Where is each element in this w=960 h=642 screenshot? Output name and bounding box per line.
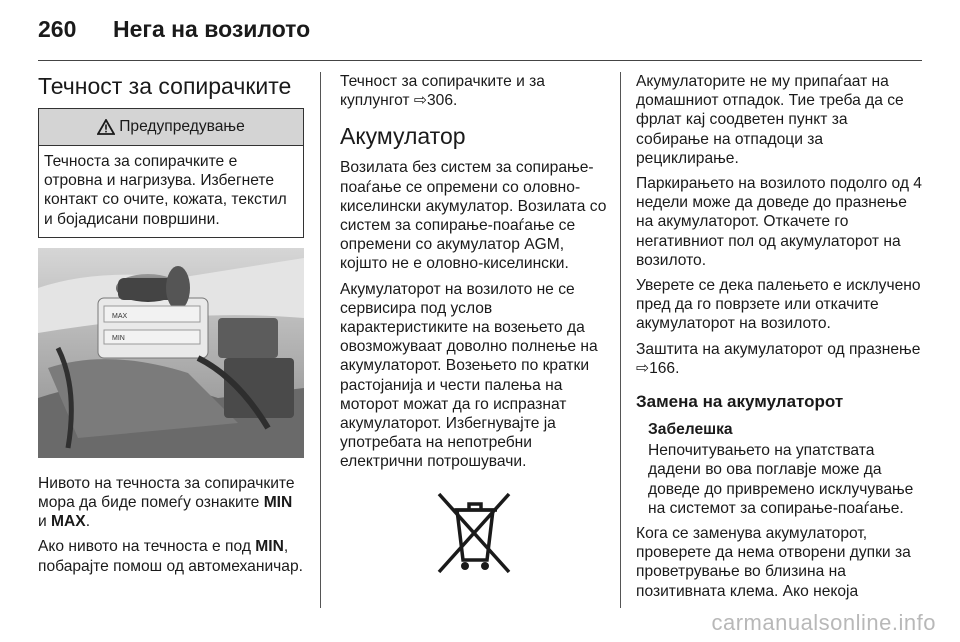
- below-min-pre: Ако нивото на течноста е под: [38, 538, 256, 556]
- watermark: carmanualsonline.info: [711, 610, 936, 635]
- note-title: Забелешка: [648, 421, 733, 439]
- level-text-post: .: [85, 513, 91, 531]
- battery-p1: Возилата без систем за сопирање-поаѓање се опремени со оловно-киселински акумулатор. Возилата со систем за сопирање-поаѓање се опремени со акумулатор AGM, којшто не е оловно-киселински.: [340, 159, 607, 273]
- warning-header: [39, 109, 303, 146]
- warning-box: [38, 108, 304, 238]
- level-text-and: и: [38, 513, 52, 531]
- page-ref-link[interactable]: 166.: [649, 359, 680, 377]
- page-ref-link[interactable]: 306.: [426, 92, 458, 110]
- header-rule: [38, 60, 922, 61]
- below-min-post: , побарајте помош од автомеханичар.: [38, 538, 303, 575]
- battery-heading: Акумулатор: [340, 123, 466, 150]
- max-mark: MAX: [51, 513, 86, 531]
- caption: [38, 474, 304, 576]
- brake-fluid-heading: Течност за сопирачките: [38, 73, 292, 99]
- battery-p2: Акумулаторот на возилото не се сервисира под услов карактеристиките на возењето да овозможуваат доволно полнење на акумулаторот. Возењето по кратки растојанија и чести палења на моторот можат да го испразнат акумулаторот. Избегнувајте ја употребата на непотребни електрични потрошувачи.: [340, 280, 598, 471]
- column-1: [38, 72, 304, 582]
- column-2: [340, 72, 608, 578]
- level-text: [38, 474, 304, 532]
- min-mark-2: MIN: [255, 538, 284, 556]
- photo-max-label: MAX: [112, 312, 128, 320]
- note-block: [636, 420, 924, 518]
- crossed-out-wheelie-bin-icon: [431, 488, 517, 578]
- warning-label: Предупредување: [119, 118, 245, 136]
- battery-replacement-heading: Замена на акумулаторот: [636, 392, 844, 412]
- page-ref-arrow-icon: ⇨: [413, 92, 427, 110]
- note-text: Непочитувањето на упатствата дадени во ова поглавје може да доведе до привремено исклучување на системот за сопирање-поаѓање.: [648, 442, 914, 517]
- column-3: [636, 72, 924, 607]
- page-ref-arrow-icon: ⇨: [636, 359, 650, 377]
- level-text-pre: Нивото на течноста за сопирачките мора да биде помеѓу ознаките: [38, 474, 295, 512]
- replacement-text: Кога се заменува акумулаторот, проверете да нема отворени дупки за проветрување во близина на позитивната клема. Ако некоја: [636, 525, 911, 600]
- discharge-protection-ref: [636, 340, 924, 378]
- warning-text: Течноста за сопирачките е отровна и нагризува. Избегнете контакт со очите, кожата, текстил и бојадисани површини.: [44, 153, 287, 228]
- min-mark: MIN: [263, 494, 293, 512]
- clutch-fluid-ref: [340, 72, 608, 110]
- page-number: 260: [38, 16, 77, 42]
- recycle-text: Акумулаторите не му припаѓаат на домашниот отпадок. Тие треба да се фрлат кај соодветен пункт за собирање на отпадоци за рециклирање.: [636, 73, 904, 167]
- ignition-text: Уверете се дека палењето е исклучено пред да го поврзете или откачите акумулаторот на возилото.: [636, 277, 921, 333]
- brake-fluid-reservoir-photo: [38, 248, 304, 458]
- discharge-protection-text: Заштита на акумулаторот од празнење: [636, 340, 921, 358]
- warning-triangle-icon: [97, 119, 115, 135]
- photo-min-label: MIN: [112, 334, 125, 342]
- page-header: [38, 16, 922, 56]
- chapter-title: Нега на возилото: [113, 16, 311, 42]
- below-min-text: [38, 537, 304, 575]
- column-divider-2: [620, 72, 621, 608]
- engine-bay-illustration: [38, 248, 304, 458]
- clutch-fluid-text: Течност за сопирачките и за куплунгот: [340, 73, 545, 110]
- column-divider-1: [320, 72, 321, 608]
- parking-text: Паркирањето на возилото подолго од 4 недели може да доведе до празнење на акумулаторот. Откачете го негативниот пол од акумулаторот на возилото.: [636, 175, 922, 269]
